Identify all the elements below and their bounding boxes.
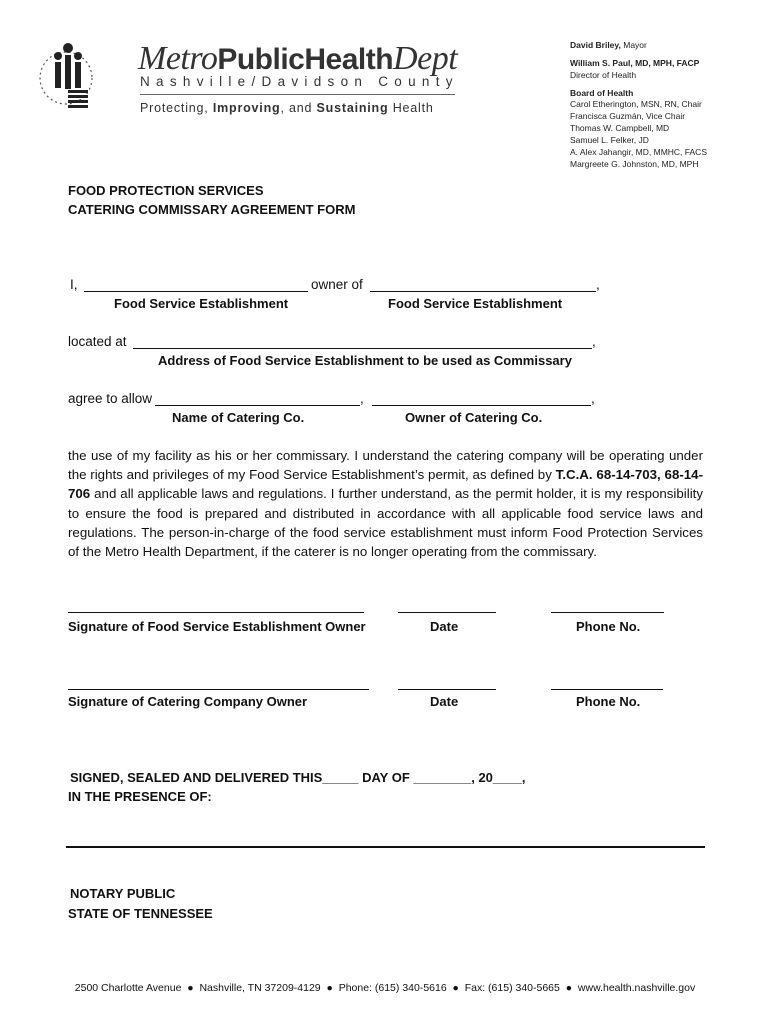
commissary-address-field[interactable] (133, 348, 592, 349)
logo-divider (140, 94, 455, 95)
witness-signature-field[interactable] (66, 846, 705, 848)
board-member: Thomas W. Campbell, MD (570, 123, 670, 133)
org-name-metro: Metro (138, 40, 218, 77)
tagline-part-3: , and (280, 101, 317, 115)
catering-owner-name-field[interactable] (372, 405, 591, 406)
board-member: Carol Etherington, MSN, RN, Chair (570, 99, 702, 109)
label-date: Date (430, 619, 459, 634)
form-heading-title: CATERING COMMISSARY AGREEMENT FORM (68, 202, 356, 217)
agreement-text-1: the use of my facility as his or her commissary. I understand the catering company will be operating under the rights and privileges of my Food Service Establishment’s permit, as defined by (68, 448, 703, 483)
catering-owner-date-field[interactable] (398, 689, 496, 690)
label-commissary-address: Address of Food Service Establishment to be used as Commissary (158, 353, 572, 368)
catering-owner-signature-field[interactable] (68, 689, 369, 690)
org-name-public-health: PublicHealth (217, 43, 394, 76)
statute-reference: T.C.A. 68-14-703, 68-14-706 (68, 467, 703, 502)
notary-public-label: NOTARY PUBLIC (70, 886, 176, 901)
board-member: Margreete G. Johnston, MD, MPH (570, 159, 699, 169)
label-signature-catering-owner: Signature of Catering Company Owner (68, 694, 308, 709)
mayor-title: Mayor (620, 40, 647, 50)
label-food-service-establishment-2: Food Service Establishment (388, 296, 563, 311)
bullet-icon: ● (565, 982, 573, 994)
comma: , (592, 334, 596, 349)
org-county: Nashville/Davidson County (140, 74, 459, 89)
label-name-of-catering-co: Name of Catering Co. (172, 410, 305, 425)
row1-prefix: I, (70, 277, 78, 292)
label-food-service-establishment: Food Service Establishment (114, 296, 289, 311)
row2-located-at: located at (68, 334, 127, 349)
board-member: Samuel L. Felker, JD (570, 135, 649, 145)
org-tagline (140, 101, 434, 115)
org-name-dept: Dept (393, 40, 458, 77)
footer-website-link[interactable]: www.health.nashville.gov (577, 982, 696, 994)
bullet-icon: ● (187, 982, 194, 994)
tagline-part-1: Protecting, (140, 101, 213, 115)
notary-state-label: STATE OF TENNESSEE (68, 906, 213, 921)
bullet-icon: ● (326, 982, 333, 994)
label-owner-of-catering-co: Owner of Catering Co. (405, 410, 543, 425)
mayor-name: David Briley, (570, 40, 621, 50)
establishment-owner-signature-field[interactable] (68, 612, 364, 613)
establishment-owner-phone-field[interactable] (551, 612, 664, 613)
comma: , (360, 391, 364, 406)
bullet-icon: ● (452, 982, 459, 994)
row1-owner-of: owner of (311, 277, 363, 292)
row3-agree-to-allow: agree to allow (68, 391, 153, 406)
board-member: A. Alex Jahangir, MD, MMHC, FACS (570, 147, 707, 157)
agreement-paragraph (68, 446, 703, 561)
footer-address: 2500 Charlotte Avenue (74, 982, 182, 994)
tagline-sustaining: Sustaining (316, 101, 389, 115)
establishment-name-field-2[interactable] (370, 291, 596, 292)
comma: , (596, 277, 600, 292)
signed-sealed-line: SIGNED, SEALED AND DELIVERED THIS_____ DAY OF ________, 20____, (70, 770, 526, 785)
comma: , (591, 391, 595, 406)
board-heading: Board of Health (570, 88, 634, 98)
org-name (138, 40, 457, 78)
catering-owner-phone-field[interactable] (551, 689, 663, 690)
catering-company-name-field[interactable] (155, 405, 360, 406)
tagline-improving: Improving (212, 101, 281, 115)
board-member: Francisca Guzmán, Vice Chair (570, 111, 686, 121)
agreement-text-2: and all applicable laws and regulations. I further understand, as the permit holder, it is my responsibility to ensure the food is prepared and distributed in accordance with all applicable food service laws and regulations. The person-in-charge of the food service establishment must inform Food Protection Services of the Metro Health Department, if the caterer is no longer operating from the commissary. (68, 486, 703, 560)
label-phone: Phone No. (576, 619, 641, 634)
presence-of-label: IN THE PRESENCE OF: (68, 789, 212, 804)
label-date: Date (430, 694, 459, 709)
director-name: William S. Paul, MD, MPH, FACP (570, 58, 700, 68)
mayor-line (570, 39, 647, 51)
footer-fax: Fax: (615) 340-5665 (464, 982, 560, 994)
footer-contact (0, 982, 770, 994)
footer-phone: Phone: (615) 340-5616 (338, 982, 447, 994)
footer-city: Nashville, TN 37209-4129 (199, 982, 321, 994)
label-signature-establishment-owner: Signature of Food Service Establishment Owner (68, 619, 366, 634)
establishment-owner-date-field[interactable] (398, 612, 496, 613)
establishment-name-field[interactable] (84, 291, 308, 292)
form-heading-section: FOOD PROTECTION SERVICES (68, 183, 264, 198)
director-title: Director of Health (570, 70, 637, 80)
label-phone: Phone No. (576, 694, 641, 709)
tagline-part-5: Health (388, 101, 434, 115)
